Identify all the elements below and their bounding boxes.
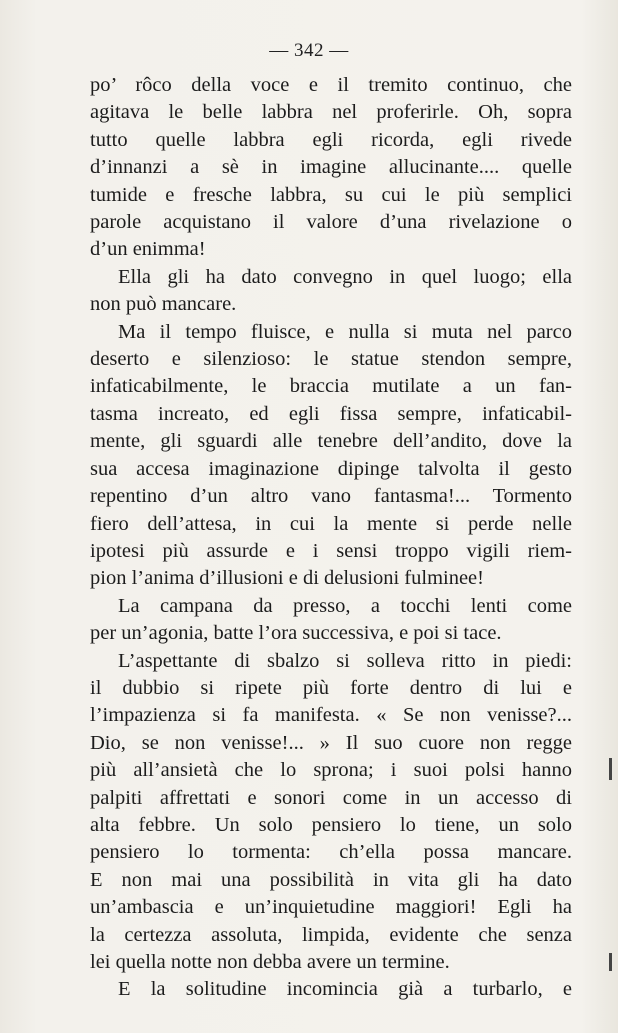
page-number: — 342 — [269,40,349,61]
text-line: deserto e silenzioso: le statue stendon sempre, [90,348,572,371]
text-line: mente, gli sguardi alle tenebre dell’andito, dove la [90,430,572,453]
text-line: repentino d’un altro vano fantasma!... Tormento [90,485,572,508]
text-line: L’aspettante di sbalzo si solleva ritto in piedi: [118,649,572,672]
text-line: sua accesa imaginazione dipinge talvolta il gesto [90,457,572,480]
text-line: po’ rôco della voce e il tremito continuo, che [90,74,572,96]
text-line: Ma il tempo fluisce, e nulla si muta nel parco [118,320,572,343]
text-line: agitava le belle labbra nel proferirle. Oh, sopra [90,101,572,124]
text-line: d’innanzi a sè in imagine allucinante.... quelle [90,156,572,179]
text-line: alta febbre. Un solo pensiero lo tiene, un solo [90,813,572,836]
text-line: E la solitudine incomincia già a turbarlo, e [118,978,572,1001]
text-line: ipotesi più assurde e i sensi troppo vigili riem- [90,539,572,562]
text-line: d’un enimma! [90,238,206,261]
text-line: Ella gli ha dato convegno in quel luogo; ella [118,265,572,288]
text-line: palpiti affrettati e sonori come in un accesso di [90,786,572,809]
text-line: tutto quelle labbra egli ricorda, egli rivede [90,128,572,151]
text-line: Dio, se non venisse!... » Il suo cuore non regge [90,731,572,754]
text-line: l’impazienza si fa manifesta. « Se non venisse?... [90,704,572,727]
page-edge-mark [609,953,612,971]
paragraph-6 [90,976,572,1003]
text-line: non può mancare. [90,293,237,316]
text-line: E non mai una possibilità in vita gli ha dato [90,868,572,891]
text-line: parole acquistano il valore d’una rivelazione o [90,211,572,234]
text-line: più all’ansietà che lo sprona; i suoi polsi hanno [90,759,572,782]
paragraph-5 [90,648,572,977]
paragraph-3 [90,319,572,593]
text-line: tumide e fresche labbra, su cui le più semplici [90,183,572,206]
text-line: un’ambascia e un’inquietudine maggiori! Egli ha [90,896,572,919]
text-line: pion l’anima d’illusioni e di delusioni fulminee! [90,567,484,590]
text-line: fiero dell’attesa, in cui la mente si perde nelle [90,512,572,535]
paragraph-2 [90,264,572,319]
text-line: il dubbio si ripete più forte dentro di lui e [90,676,572,699]
text-line: la certezza assoluta, limpida, evidente che senza [90,923,572,946]
body-text [90,72,572,1004]
text-line: per un’agonia, batte l’ora successiva, e poi si tace. [90,622,502,645]
paragraph-1 [90,72,572,264]
paragraph-4 [90,593,572,648]
text-line: pensiero lo tormenta: ch’ella possa mancare. [90,841,572,864]
text-line: tasma increato, ed egli fissa sempre, infaticabil- [90,402,572,425]
text-line: infaticabilmente, le braccia mutilate a un fan- [90,375,572,398]
page-edge-mark [609,758,612,780]
text-line: lei quella notte non debba avere un termine. [90,951,450,973]
text-line: La campana da presso, a tocchi lenti come [118,594,572,617]
